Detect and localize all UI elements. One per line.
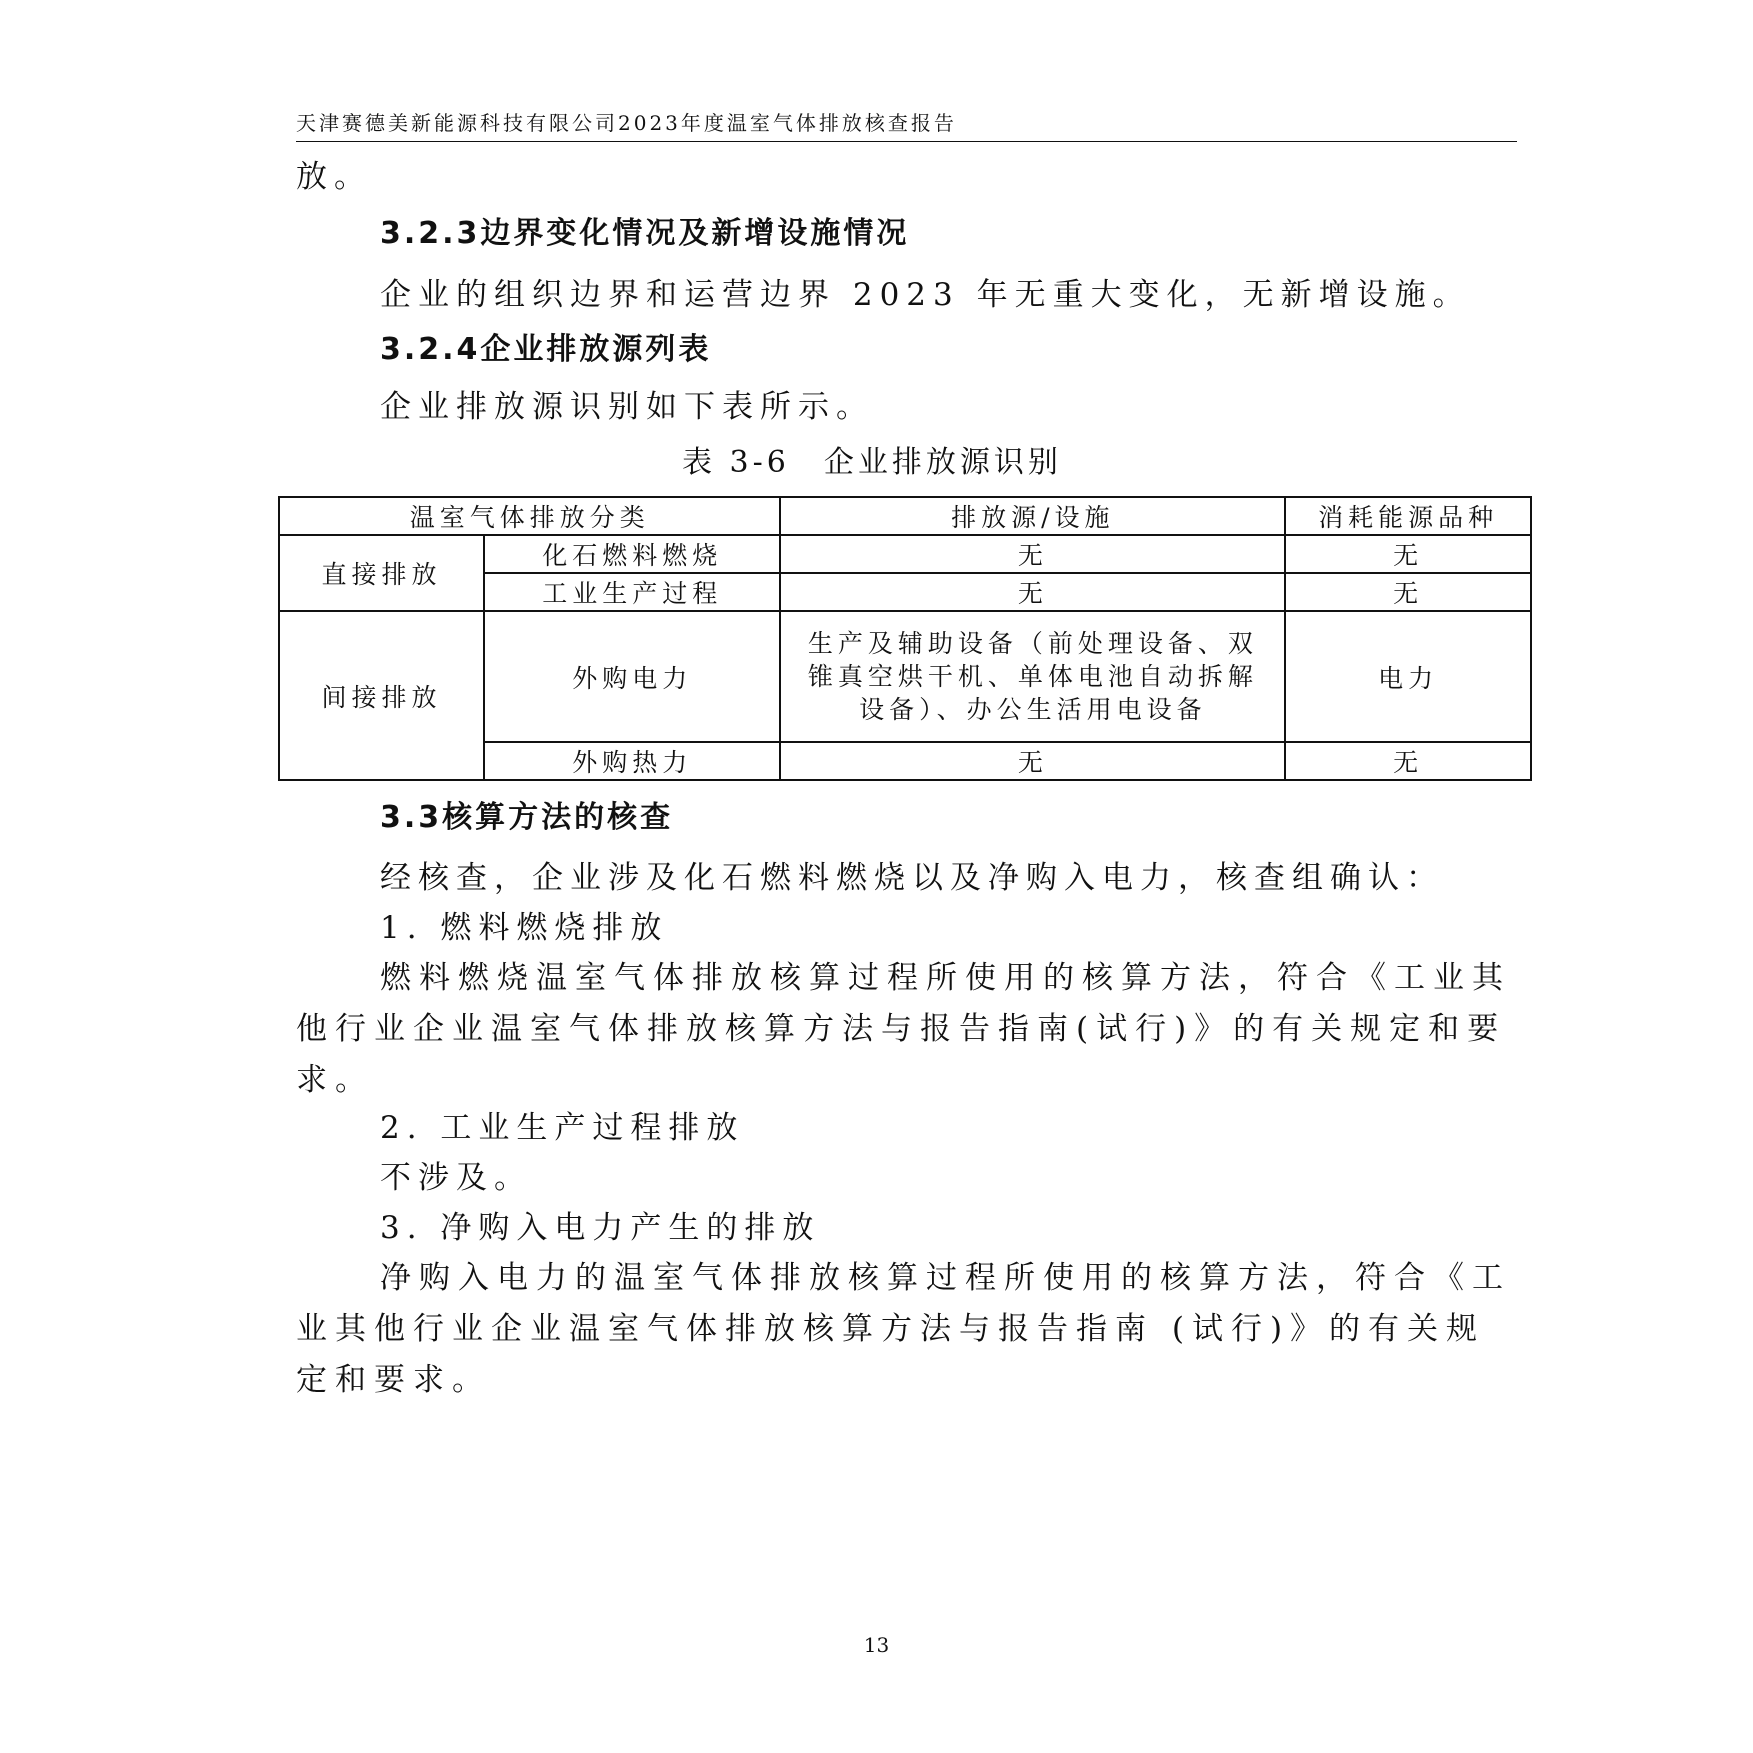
method-intro: 经核查，企业涉及化石燃料燃烧以及净购入电力，核查组确认： — [380, 860, 1444, 896]
header-rule — [296, 141, 1517, 142]
type-cell: 化石燃料燃烧 — [484, 535, 780, 573]
table-header-row — [279, 497, 1531, 535]
item1-title: 1. 燃料燃烧排放 — [380, 910, 669, 946]
category-cell: 直接排放 — [279, 535, 484, 611]
section-heading-3-3: 3.3核算方法的核查 — [380, 800, 674, 835]
energy-cell: 电力 — [1285, 611, 1531, 742]
type-cell: 外购热力 — [484, 742, 780, 780]
table-header-cell: 温室气体排放分类 — [279, 497, 780, 535]
item1-paragraph: 燃料燃烧温室气体排放核算过程所使用的核算方法，符合《工业其他行业企业温室气体排放核算方法与报告指南(试行)》的有关规定和要求。 — [296, 960, 1511, 1098]
facility-cell: 无 — [780, 535, 1285, 573]
item3-title: 3. 净购入电力产生的排放 — [380, 1210, 821, 1246]
item3-paragraph: 净购入电力的温室气体排放核算过程所使用的核算方法，符合《工业其他行业企业温室气体排放核算方法与报告指南 (试行)》的有关规定和要求。 — [296, 1260, 1511, 1398]
energy-cell: 无 — [1285, 535, 1531, 573]
table-row — [279, 611, 1531, 742]
item2-title: 2. 工业生产过程排放 — [380, 1110, 745, 1146]
table-caption: 表 3-6 企业排放源识别 — [682, 445, 1062, 480]
section-heading-3-2-4: 3.2.4企业排放源列表 — [380, 332, 712, 367]
boundary-paragraph: 企业的组织边界和运营边界 2023 年无重大变化，无新增设施。 — [380, 277, 1471, 313]
running-header: 天津赛德美新能源科技有限公司2023年度温室气体排放核查报告 — [296, 111, 957, 135]
item2-paragraph: 不涉及。 — [380, 1160, 532, 1196]
type-cell: 外购电力 — [484, 611, 780, 742]
emission-source-table — [278, 496, 1532, 781]
section-heading-3-2-3: 3.2.3边界变化情况及新增设施情况 — [380, 216, 910, 251]
energy-cell: 无 — [1285, 742, 1531, 780]
sources-paragraph: 企业排放源识别如下表所示。 — [380, 389, 874, 425]
facility-cell: 生产及辅助设备（前处理设备、双锥真空烘干机、单体电池自动拆解设备）、办公生活用电设备 — [780, 611, 1285, 742]
table-header-cell: 排放源/设施 — [780, 497, 1285, 535]
continued-text: 放。 — [296, 159, 372, 195]
table-header-cell: 消耗能源品种 — [1285, 497, 1531, 535]
category-cell: 间接排放 — [279, 611, 484, 780]
page-number: 13 — [863, 1633, 890, 1657]
energy-cell: 无 — [1285, 573, 1531, 611]
facility-cell: 无 — [780, 742, 1285, 780]
type-cell: 工业生产过程 — [484, 573, 780, 611]
table-row — [279, 535, 1531, 573]
facility-cell: 无 — [780, 573, 1285, 611]
